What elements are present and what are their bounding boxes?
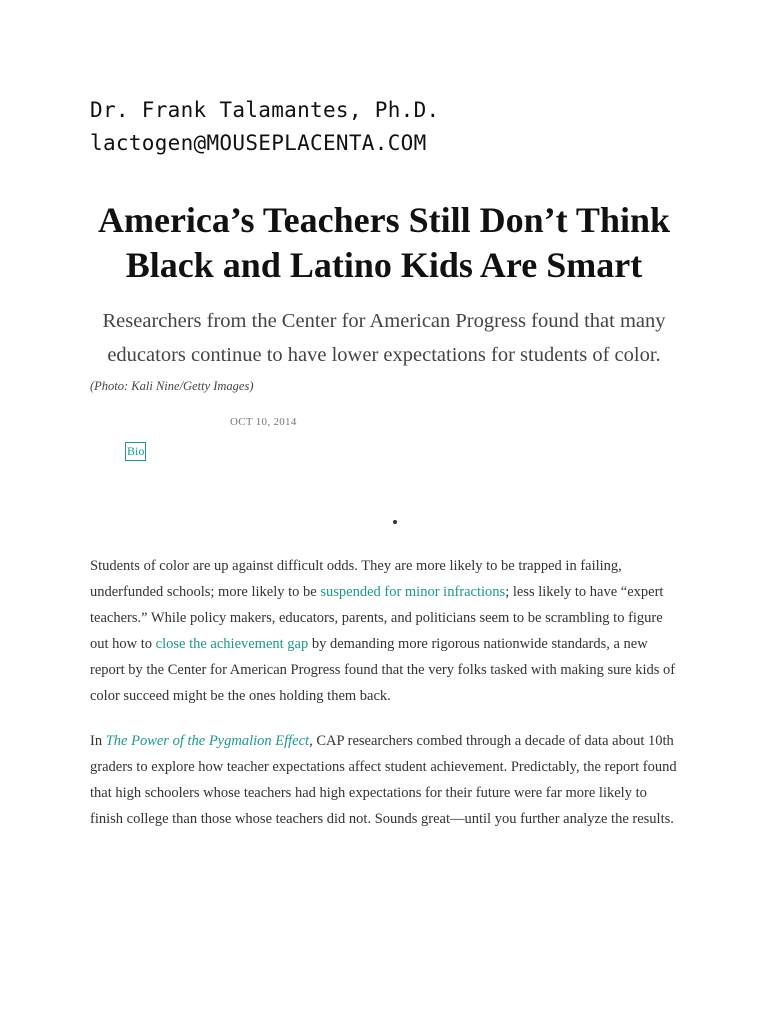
pygmalion-report-link[interactable]: The Power of the Pygmalion Effect — [105, 733, 310, 749]
p1-text-2: ; less likely to have “expert teachers.” While policy makers, educators, parents, and politicians seem to be scrambling to figure out how to — [90, 584, 664, 652]
p2-text-1: In — [90, 733, 106, 749]
bio-button[interactable]: Bio — [125, 442, 146, 461]
suspended-link[interactable]: suspended for minor infractions — [320, 584, 506, 600]
divider-bullet — [393, 520, 397, 524]
paragraph-2 — [90, 728, 680, 832]
article-subheadline: Researchers from the Center for American Progress found that many educators continue to have lower expectations for students of color. — [102, 310, 666, 366]
author-block — [90, 94, 439, 160]
publish-date: OCT 10, 2014 — [230, 416, 297, 428]
photo-credit: (Photo: Kali Nine/Getty Images) — [90, 379, 254, 393]
p2-text-2: , CAP researchers combed through a decade of data about 10th graders to explore how teacher expectations affect student achievement. Predictably, the report found that high schoolers whose teachers had high expectations for their future were far more likely to finish college than those whose teachers did not. Sounds great—until you further analyze the results. — [90, 733, 677, 827]
article-body — [90, 553, 680, 851]
author-name: Dr. Frank Talamantes, Ph.D. — [90, 98, 440, 122]
article-headline: America’s Teachers Still Don’t Think Black and Latino Kids Are Smart — [97, 200, 671, 285]
author-email: lactogen@MOUSEPLACENTA.COM — [90, 131, 427, 155]
p1-text-3: by demanding more rigorous nationwide standards, a new report by the Center for American Progress found that the very folks tasked with making sure kids of color succeed might be the ones holding them back. — [90, 636, 676, 704]
achievement-gap-link[interactable]: close the achievement gap — [155, 636, 309, 652]
p1-text-1: Students of color are up against difficult odds. They are more likely to be trapped in failing, underfunded schools; more likely to be — [90, 558, 622, 600]
paragraph-1 — [90, 553, 680, 709]
